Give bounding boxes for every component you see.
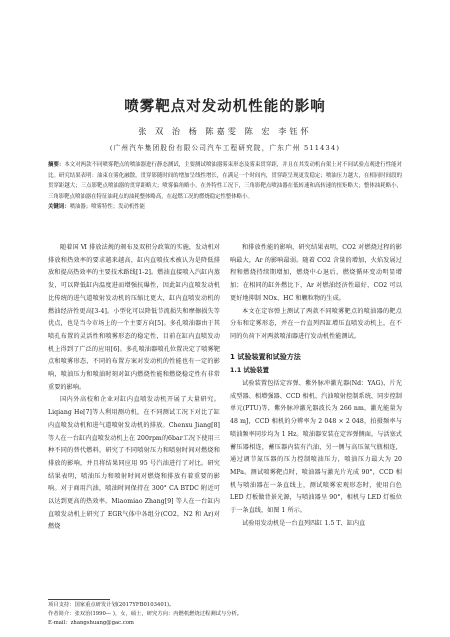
body-paragraph: 国内外高校和企业对缸内直喷发动机开展了大量研究。Liqiang He[7]等人利用测功机，在不同测试工况下对比了缸内直喷发动机和进气道喷射发动机的排放。Chenxu Jiang[8]等人在一台缸内直喷发动机上在 200rpm的6bar工况下使用三种不同的替代燃料，研究了不同喷射压力和喷射时间对燃烧和排放的影响，并且将结果同应用 95 号汽油进行了对比。研究结果表明，喷油压力和喷射时间对燃烧和排放有着重要的影响。对于商用汽油，喷油时间保持在 300° CA BTDC 附近可以达到更高的热效率。Miaomiao Zhang[9] 等人在一台缸内直喷发动机上研究了 EGR气体中各组分(CO2，N2 和 Ar)对燃烧 (48, 396, 220, 531)
subsection-heading: 1.1 试验装置 (230, 367, 269, 375)
paper-title: 喷雾靶点对发动机性能的影响 (124, 99, 326, 115)
right-column (230, 242, 402, 530)
affiliation: (广州汽车集团股份有限公司汽车工程研究院，广东广州 511434) (109, 144, 341, 152)
body-paragraph: 和排放性能的影响，研究结果表明，CO2 对燃烧过程的影响最大，Ar 的影响最弱。随着 CO2 含量的增加，火焰发展过程和燃烧持续期增加，燃烧中心退后，燃烧循环变动明显增加；在相同的缸外燃比下，Ar 对燃油经济性最好，CO2 可以更好地抑制 NOx、HC 和颗粒物的生成。 (230, 244, 402, 302)
abstract-text: 本文对两款不同喷雾靶点的喷油器进行静态测试，主要测试喷油器雾束形态及雾束贯穿距，并且在其发动机台架上对不同试验点观进行性能对比。研究结果表明：油束在雾化融散，贯穿影随时间的增加呈线性增长，在满足一个时间内，贯穿距呈现更发稳定；喷油压力越大，在相同时间段的贯穿距越大；三点影靶点喷油器的贯穿距略大；喷雾偏角略小。在外特性工况下，三角影靶点喷油器在低转速和高转速的扭矩略大；整体油耗略小，三角影靶点喷油器在特征油耗点的油耗整体略高，在起燃工况的燃烧稳定性整体略小。 (48, 162, 402, 200)
footnote-email: E-mail：zhangshuang@gac.com (48, 620, 134, 626)
body-paragraph: 随着国 Ⅵ 排放法规的颁布及双积分政策的实施，发动机对排放和热效率的要求越来越高，缸内直喷技术被认为是降低排放和提高热效率的主要技术路线[1-2]。燃油直接喷入汽缸内蒸发，可以降低缸内温度进而增强抗爆性，因此缸内直喷发动机比传统的进气道喷射发动机的压缩比更大，缸内直喷发动机的燃油经济性更高[3-4]。小型化可以降低节流损失和摩擦损失等优点，也是当今市场上的一个主要方向[5]。多孔喷油器由于其喷孔布置的灵活性和喷雾形态的稳定性，目前在缸内直喷发动机上得到了广泛的应用[6]。多孔喷油器喷孔位置决定了喷雾靶点和喷雾形态，不同的布置方案对发动机的性能也有一定的影响，喷油压力和喷油时刻对缸内燃烧性能和燃烧稳定性有非常重要的影响。 (48, 244, 220, 391)
footnote-author-bio: 作者简介：张双治(1990— )，女，硕士，研究方向：内燃机燃烧过程测试与分析。 (48, 611, 243, 617)
body-paragraph: 试验装置包括定容弹、紫外脉冲激光器(Nd：YAG)、片光成型器、相增强器、CCD 相机、汽油喷射控制系统、同步控制单元(PTU)等，紫外脉冲激光器波长为 266 nm，激光能量为 48 mJ，CCD 相机的分辨率为 2 048 × 2 048，拍摄频率与喷油频率同步均为 1 Hz。喷油器安装在定容弹侧面，与活塞式蓄压器相连，蓄压器内装有汽油，另一侧与高压氮气瓶相连，通过调节氮压器的压力控制喷油压力，喷油压力最大为 20 MPa。测试喷雾靶点时，喷油器与激光片光成 90°，CCD 相机与喷油器在一条直线上，测试喷雾宏观形态时，使用白色 LED 灯板做背景光源，与喷油器呈 90°，相机与 LED 灯板位于一条直线，如图 1 所示。 (230, 380, 402, 515)
abstract-label: 摘要： (48, 162, 65, 168)
section-heading: 1 试验装置和试验方法 (230, 352, 301, 361)
keywords-label: 关键词： (48, 204, 70, 211)
abstract-block (48, 160, 402, 213)
body-paragraph: 试验用发动机是一台直列四缸 1.5 T、缸内直 (242, 519, 366, 527)
footnote-funding: 项目支持：国家重点研发计划(2017YFB0103401)。 (48, 602, 175, 608)
author-list: 张 双 治 杨 陈嘉雯 陈 宏 李钰怀 (138, 126, 312, 136)
keywords-text: 喷油器；喷雾特性；发动机性能 (69, 204, 146, 211)
body-paragraph: 本文在定容弹上测试了两款不同喷雾靶点的喷油器的靶点分布和定雾形态，并在一台直列四缸增压直喷发动机上，在不同的负荷下对两款喷油器进行发动机性能测试。 (230, 307, 402, 340)
left-column (48, 242, 220, 534)
footnote-divider (48, 599, 110, 600)
footnote (48, 601, 402, 628)
